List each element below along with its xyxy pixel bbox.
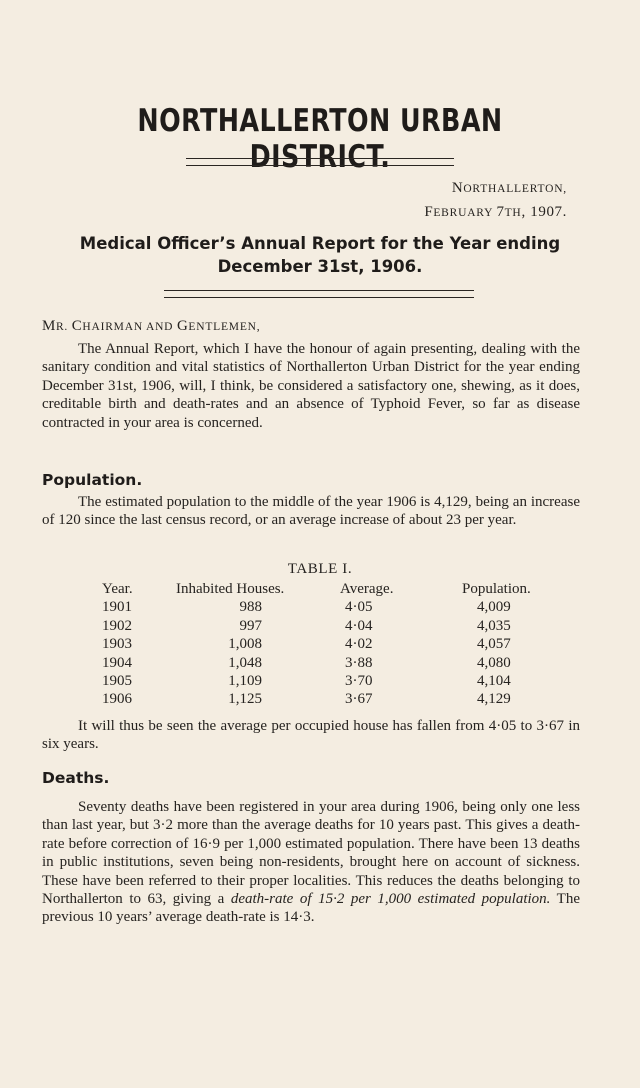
salutation-chairman: HAIRMAN AND bbox=[82, 321, 177, 333]
double-rule-bottom bbox=[164, 290, 474, 298]
cell-year: 1904 bbox=[102, 654, 132, 671]
cell-houses: 997 bbox=[239, 617, 262, 634]
table-row bbox=[0, 691, 640, 709]
salutation-gentlemen: ENTLEMEN, bbox=[188, 321, 261, 333]
date-line bbox=[424, 204, 567, 221]
table-row bbox=[0, 673, 640, 691]
table-header-row bbox=[0, 581, 640, 599]
deaths-paragraph bbox=[42, 798, 580, 927]
cell-average: 4·02 bbox=[345, 636, 373, 653]
deaths-text-end: The previous 10 years’ average death-rate is 14·3. bbox=[42, 891, 580, 926]
cell-houses: 988 bbox=[239, 599, 262, 616]
cell-population: 4,129 bbox=[477, 691, 511, 708]
place-text: ORTHALLERTON, bbox=[463, 183, 567, 195]
cell-population: 4,035 bbox=[477, 617, 511, 634]
date-initial: F bbox=[424, 204, 434, 220]
cell-population: 4,057 bbox=[477, 636, 511, 653]
population-heading: Population. bbox=[42, 471, 143, 489]
cell-average: 4·04 bbox=[345, 617, 373, 634]
cell-population: 4,104 bbox=[477, 672, 511, 689]
intro-paragraph: The Annual Report, which I have the honour of again presenting, dealing with the sanitary condition and vital statistics of Northallerton Urban District for the year ending December 31st, 1906, will, I think, be considered a satisfactory one, shewing, as it does, creditable birth and death-rates and an absence of Typhoid Fever, so far as disease contracted in your area is concerned. bbox=[42, 341, 580, 431]
deaths-heading: Deaths. bbox=[42, 769, 110, 787]
salutation-c: C bbox=[71, 318, 83, 334]
col-header-houses: Inhabited Houses. bbox=[176, 581, 285, 597]
cell-houses: 1,048 bbox=[228, 654, 262, 671]
cell-houses: 1,008 bbox=[228, 636, 262, 653]
date-ordinal: TH bbox=[504, 207, 522, 219]
date-year: , 1907. bbox=[521, 204, 567, 220]
cell-population: 4,080 bbox=[477, 654, 511, 671]
cell-year: 1903 bbox=[102, 636, 132, 653]
deaths-text: Seventy deaths have been registered in your area during 1906, being only one less than last year, but 3·2 more than the average deaths for 10 years past. This gives a death-rate before correction of 16·9 per 1,000 estimated population. There have been 13 deaths in public institutions, seven being non-residents, brought here on account of sickness. These have been referred to their proper localities. This reduces the deaths belonging to Northallerton to 63, giving a bbox=[42, 799, 580, 908]
cell-year: 1906 bbox=[102, 691, 132, 708]
report-title-line-2: December 31st, 1906. bbox=[217, 257, 423, 276]
double-rule-top bbox=[186, 158, 454, 166]
report-title bbox=[30, 232, 610, 278]
salutation-r: R. bbox=[55, 321, 72, 333]
average-fall-paragraph: It will thus be seen the average per occupied house has fallen from 4·05 to 3·67 in six years. bbox=[42, 718, 580, 753]
place-line bbox=[452, 180, 567, 197]
district-title: NORTHALLERTON URBAN DISTRICT. bbox=[137, 103, 503, 175]
salutation-m: M bbox=[42, 318, 56, 334]
table-row bbox=[0, 599, 640, 617]
date-day: 7 bbox=[496, 204, 505, 220]
table-row bbox=[0, 618, 640, 636]
population-table bbox=[0, 581, 640, 710]
table-title: TABLE I. bbox=[287, 561, 353, 577]
salutation bbox=[42, 318, 260, 335]
cell-average: 3·67 bbox=[345, 691, 373, 708]
report-title-line-1: Medical Officer’s Annual Report for the Year ending bbox=[79, 234, 561, 253]
cell-year: 1901 bbox=[102, 599, 132, 616]
cell-year: 1902 bbox=[102, 617, 132, 634]
cell-population: 4,009 bbox=[477, 599, 511, 616]
cell-year: 1905 bbox=[102, 672, 132, 689]
table-row bbox=[0, 636, 640, 654]
salutation-g: G bbox=[176, 318, 189, 334]
table-row bbox=[0, 655, 640, 673]
date-month: EBRUARY bbox=[433, 207, 497, 219]
place-initial: N bbox=[451, 180, 464, 196]
death-rate-italic: death-rate of 15·2 per 1,000 estimated population. bbox=[230, 891, 551, 908]
col-header-year: Year. bbox=[102, 581, 133, 597]
cell-houses: 1,125 bbox=[228, 691, 262, 708]
cell-average: 3·70 bbox=[345, 672, 373, 689]
cell-houses: 1,109 bbox=[228, 672, 262, 689]
col-header-average: Average. bbox=[340, 581, 394, 597]
cell-average: 3·88 bbox=[345, 654, 373, 671]
col-header-population: Population. bbox=[462, 581, 531, 597]
population-paragraph: The estimated population to the middle of the year 1906 is 4,129, being an increase of 120 since the last census record, or an average increase of about 23 per year. bbox=[42, 494, 580, 529]
cell-average: 4·05 bbox=[345, 599, 373, 616]
